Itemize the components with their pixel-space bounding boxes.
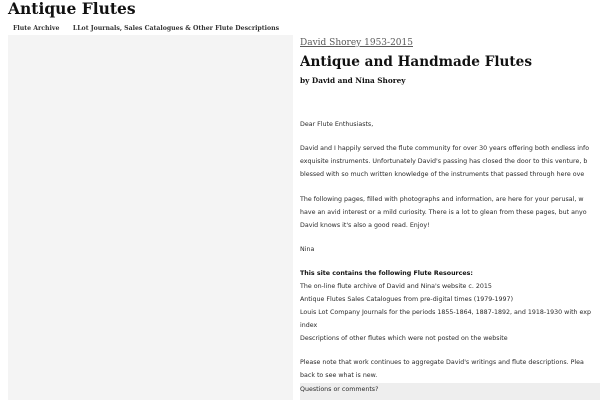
greeting-text: Dear Flute Enthusiasts, [300,121,374,128]
main-content [300,36,600,400]
intro-paragraph-line: blessed with so much written knowledge of the instruments that passed through here ove [300,171,585,178]
contact-box [300,383,600,400]
resource-item: Descriptions of other flutes which were not posted on the website [300,335,508,342]
intro-paragraph-line: exquisite instruments. Unfortunately David's passing has closed the door to this venture, b [300,158,588,165]
site-header [0,0,600,33]
perusal-paragraph-line: have an avid interest or a mild curiosity. There is a lot to glean from these pages, but anyo [300,209,587,216]
resources-heading: This site contains the following Flute Resources: [300,270,473,277]
page-title: Antique and Handmade Flutes [300,54,532,70]
update-note-line: back to see what is new. [300,372,378,379]
perusal-paragraph-line: The following pages, filled with photographs and information, are here for your perusal, w [300,196,584,203]
david-shorey-link[interactable]: David Shorey 1953-2015 [300,38,413,48]
left-image-panel [8,35,293,400]
nav-link-journals-catalogues[interactable]: LLot Journals, Sales Catalogues & Other Flute Descriptions [72,25,280,32]
intro-paragraph-line: David and I happily served the flute community for over 30 years offering both endless info [300,145,590,152]
resource-item: The on-line flute archive of David and Nina's website c. 2015 [300,283,492,290]
resource-item: Louis Lot Company Journals for the periods 1855-1864, 1887-1892, and 1918-1930 with exp [300,309,592,316]
main-nav [13,17,288,32]
signature-text: Nina [300,246,315,253]
perusal-paragraph-line: David knows it's also a good read. Enjoy! [300,222,430,229]
site-title[interactable]: Antique Flutes [8,0,136,18]
resource-item: index [300,322,318,329]
nav-link-flute-archive[interactable]: Flute Archive [13,25,60,32]
author-byline: by David and Nina Shorey [300,76,406,85]
questions-text: Questions or comments? [300,386,379,393]
resource-item: Antique Flutes Sales Catalogues from pre-digital times (1979-1997) [300,296,514,303]
update-note-line: Please note that work continues to aggregate David's writings and flute descriptions. Plea [300,359,584,366]
